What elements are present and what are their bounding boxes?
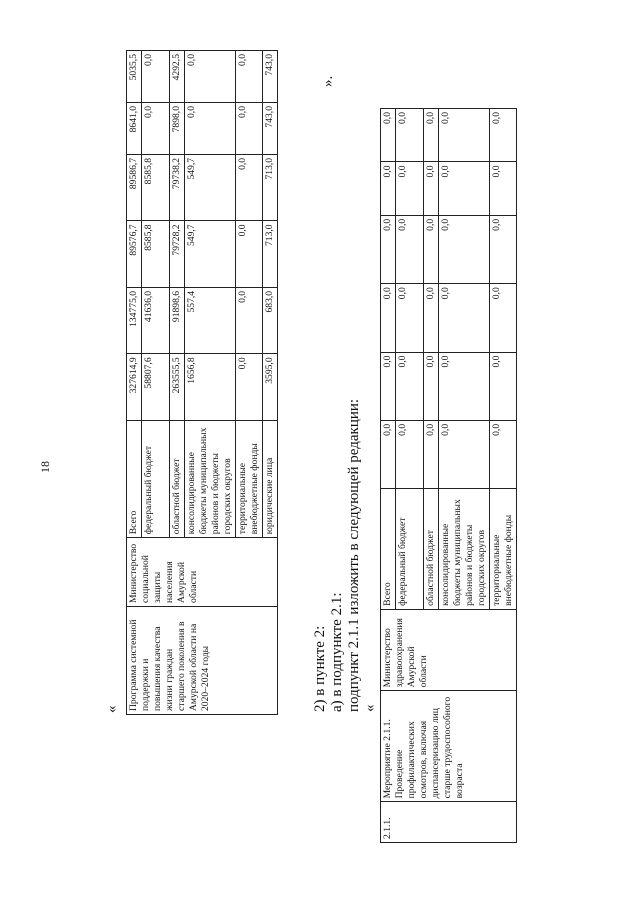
value-cell: 0,0	[381, 109, 396, 162]
value-cell: 0,0	[490, 109, 517, 162]
page-number: 18	[38, 461, 52, 473]
value-cell: 0,0	[236, 287, 263, 353]
value-cell: 0,0	[439, 352, 490, 420]
value-cell: 0,0	[236, 354, 263, 420]
value-cell: 263555,5	[170, 354, 185, 420]
value-cell: 134775,0	[127, 287, 142, 353]
value-cell: 0,0	[381, 352, 396, 420]
value-cell: 683,0	[263, 287, 278, 353]
value-cell: 0,0	[439, 284, 490, 352]
value-cell: 8585,8	[142, 154, 170, 220]
value-cell: 0,0	[439, 420, 490, 488]
value-cell: 0,0	[439, 215, 490, 283]
value-cell: 89586,7	[127, 154, 142, 220]
source-cell: территориальные внебюджетные фонды	[490, 489, 517, 610]
value-cell: 0,0	[439, 109, 490, 162]
value-cell: 79738,2	[170, 154, 185, 220]
value-cell: 0,0	[381, 162, 396, 215]
text-line: а) в подпункте 2.1:	[329, 592, 345, 712]
quote-close: ».	[320, 75, 336, 87]
quote-open-1: «	[104, 705, 120, 713]
value-cell: 0,0	[424, 352, 439, 420]
value-cell: 7898,0	[170, 102, 185, 154]
value-cell: 79728,2	[170, 221, 185, 287]
value-cell: 3595,0	[263, 354, 278, 420]
value-cell: 0,0	[381, 284, 396, 352]
value-cell: 549,7	[185, 221, 236, 287]
value-cell: 0,0	[490, 420, 517, 488]
value-cell: 8585,8	[142, 221, 170, 287]
value-cell: 1656,8	[185, 354, 236, 420]
value-cell: 0,0	[185, 102, 236, 154]
text-line: 2) в пункте 2:	[312, 625, 328, 712]
value-cell: 0,0	[439, 162, 490, 215]
value-cell: 89576,7	[127, 221, 142, 287]
program-name: Программа системной поддержки и повышения качества жизни граждан старшего поколения в Амурской области на 2020–2024 годы	[127, 606, 278, 714]
text-line: подпункт 2.1.1 изложить в следующей редакции:	[346, 398, 362, 712]
value-cell: 0,0	[142, 51, 170, 103]
source-cell: консолидированные бюджеты муниципальных районов и бюджеты городских округов	[185, 420, 236, 537]
value-cell: 8641,0	[127, 102, 142, 154]
measure-number: 2.1.1.	[381, 802, 517, 843]
value-cell: 0,0	[424, 420, 439, 488]
value-cell: 0,0	[236, 154, 263, 220]
value-cell: 41636,0	[142, 287, 170, 353]
source-cell: областной бюджет	[424, 489, 439, 610]
source-cell: территориальные внебюджетные фонды	[236, 420, 263, 537]
value-cell: 0,0	[424, 284, 439, 352]
source-cell: федеральный бюджет	[142, 420, 170, 537]
value-cell: 0,0	[396, 215, 424, 283]
value-cell: 0,0	[490, 215, 517, 283]
source-cell: областной бюджет	[170, 420, 185, 537]
value-cell: 91898,6	[170, 287, 185, 353]
value-cell: 0,0	[396, 162, 424, 215]
ministry-name: Министерство здравоохранения Амурской области	[381, 609, 517, 690]
value-cell: 0,0	[490, 284, 517, 352]
source-cell: юридические лица	[263, 420, 278, 537]
value-cell: 549,7	[185, 154, 236, 220]
value-cell: 713,0	[263, 154, 278, 220]
value-cell: 0,0	[381, 215, 396, 283]
value-cell: 0,0	[424, 162, 439, 215]
funding-table-program	[126, 50, 278, 715]
value-cell: 0,0	[381, 420, 396, 488]
value-cell: 0,0	[185, 51, 236, 103]
value-cell: 557,4	[185, 287, 236, 353]
measure-name: Мероприятие 2.1.1. Проведение профилактических осмотров, включая диспансеризацию лиц старше трудоспособного возраста	[381, 691, 517, 802]
source-cell: федеральный бюджет	[396, 489, 424, 610]
source-cell: Всего	[381, 489, 396, 610]
funding-table-measure	[380, 108, 517, 843]
value-cell: 743,0	[263, 51, 278, 103]
value-cell: 0,0	[490, 162, 517, 215]
value-cell: 0,0	[236, 221, 263, 287]
source-cell: Всего	[127, 420, 142, 537]
quote-open-2: «	[362, 704, 378, 712]
value-cell: 5035,5	[127, 51, 142, 103]
value-cell: 0,0	[396, 420, 424, 488]
value-cell: 0,0	[236, 102, 263, 154]
ministry-name: Министерство социальной защиты населения Амурской области	[127, 538, 278, 607]
value-cell: 743,0	[263, 102, 278, 154]
value-cell: 58807,6	[142, 354, 170, 420]
value-cell: 0,0	[396, 109, 424, 162]
value-cell: 0,0	[236, 51, 263, 103]
value-cell: 327614,9	[127, 354, 142, 420]
value-cell: 0,0	[490, 352, 517, 420]
value-cell: 0,0	[396, 284, 424, 352]
value-cell: 0,0	[424, 109, 439, 162]
value-cell: 0,0	[396, 352, 424, 420]
value-cell: 0,0	[142, 102, 170, 154]
source-cell: консолидированные бюджеты муниципальных районов и бюджеты городских округов	[439, 489, 490, 610]
value-cell: 0,0	[424, 215, 439, 283]
value-cell: 4292,5	[170, 51, 185, 103]
value-cell: 713,0	[263, 221, 278, 287]
